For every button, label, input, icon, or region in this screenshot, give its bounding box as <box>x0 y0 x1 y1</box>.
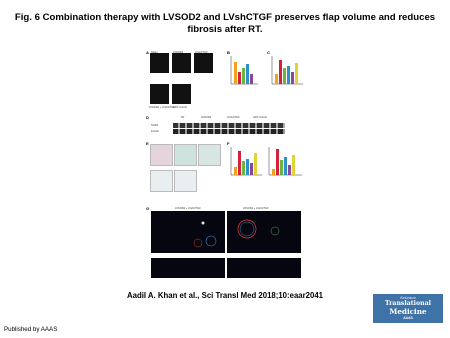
fluo-label-left: LVSOD2 + LVshCTGF <box>175 207 201 210</box>
ct-scan <box>150 84 169 104</box>
logo-line-4: AAAS <box>403 316 413 320</box>
bar-mark <box>238 151 241 175</box>
science-translational-medicine-logo <box>373 294 443 323</box>
publisher-credit: Published by AAAS <box>4 326 58 333</box>
blot-label-lvsod2: LVSOD2 <box>201 116 212 119</box>
bar-mark <box>279 60 282 84</box>
bar-mark <box>242 161 245 175</box>
blot-label-nt: NT <box>181 116 185 119</box>
bar-mark <box>250 163 253 175</box>
fluo-label-right: LVSOD2 + LVshCTGF <box>243 207 269 210</box>
bar-chart-f <box>229 145 263 177</box>
ct-scan <box>194 53 213 73</box>
fluorescence-image-right <box>227 211 301 253</box>
blot-row-sod2: SOD2 <box>151 124 159 127</box>
bar-mark <box>276 149 279 175</box>
panel-label-b: B <box>227 50 230 55</box>
blot-label-lvshctgf: LVshCTGF <box>227 116 240 119</box>
logo-line-3: Medicine <box>389 307 427 316</box>
bar-mark <box>234 62 237 84</box>
bar-mark <box>254 153 257 175</box>
label-gfp: GFP control <box>173 106 187 109</box>
label-lvsod2: LVSOD2 <box>173 51 184 54</box>
bar-mark <box>246 64 249 84</box>
bar-mark <box>246 159 249 175</box>
bar-mark <box>242 68 245 84</box>
figure-title <box>0 12 450 36</box>
bar-mark <box>295 63 298 84</box>
logo-line-1: Science <box>400 295 416 300</box>
bar-chart-f2 <box>267 145 303 177</box>
bar-mark <box>288 165 291 175</box>
bar-mark <box>238 72 241 84</box>
label-combo: LVSOD2 + LVshCTGF <box>149 106 175 109</box>
histology-image <box>198 144 221 166</box>
label-lvshctgf: LVshCTGF <box>195 51 208 54</box>
fluorescence-image-bottom-right <box>227 258 301 278</box>
figure-title-line-1: Fig. 6 Combination therapy with LVSOD2 and LVshCTGF preserves flap volume and reduces <box>14 12 436 23</box>
panel-label-a: A <box>146 50 149 55</box>
logo-line-2: Translational <box>385 300 431 307</box>
bar-mark <box>275 74 278 84</box>
fluorescence-image-left <box>151 211 225 253</box>
ct-scan <box>172 53 191 73</box>
histology-image <box>150 170 173 192</box>
figure-image <box>143 46 307 288</box>
blot-label-gfp: GFP control <box>253 116 267 119</box>
bar-mark <box>283 68 286 84</box>
histology-image <box>150 144 173 166</box>
label-sham: Sham <box>151 51 158 54</box>
ct-scan <box>172 84 191 104</box>
blot-row-actin: β-Actin <box>151 130 160 133</box>
bar-mark <box>272 169 275 175</box>
figure-title-line-2: fibrosis after RT. <box>187 24 263 35</box>
bar-mark <box>284 157 287 175</box>
bar-mark <box>280 160 283 175</box>
panel-label-f: F <box>227 141 230 146</box>
blot-band-sod2 <box>173 123 285 128</box>
ct-scan <box>150 53 169 73</box>
blot-band-actin <box>173 129 285 134</box>
bar-mark <box>234 167 237 175</box>
bar-chart-c <box>270 54 304 86</box>
bar-mark <box>287 66 290 84</box>
panel-label-d: D <box>146 115 149 120</box>
bar-mark <box>292 155 295 175</box>
bar-chart-b <box>229 54 259 86</box>
panel-label-g: G <box>146 206 150 211</box>
bar-mark <box>291 72 294 84</box>
bar-mark <box>250 74 253 84</box>
fluorescence-image-bottom-left <box>151 258 225 278</box>
histology-image <box>174 170 197 192</box>
citation: Aadil A. Khan et al., Sci Transl Med 2018;10:eaar2041 <box>126 291 324 300</box>
histology-image <box>174 144 197 166</box>
panel-label-c: C <box>267 50 270 55</box>
panel-label-e: E <box>146 141 149 146</box>
